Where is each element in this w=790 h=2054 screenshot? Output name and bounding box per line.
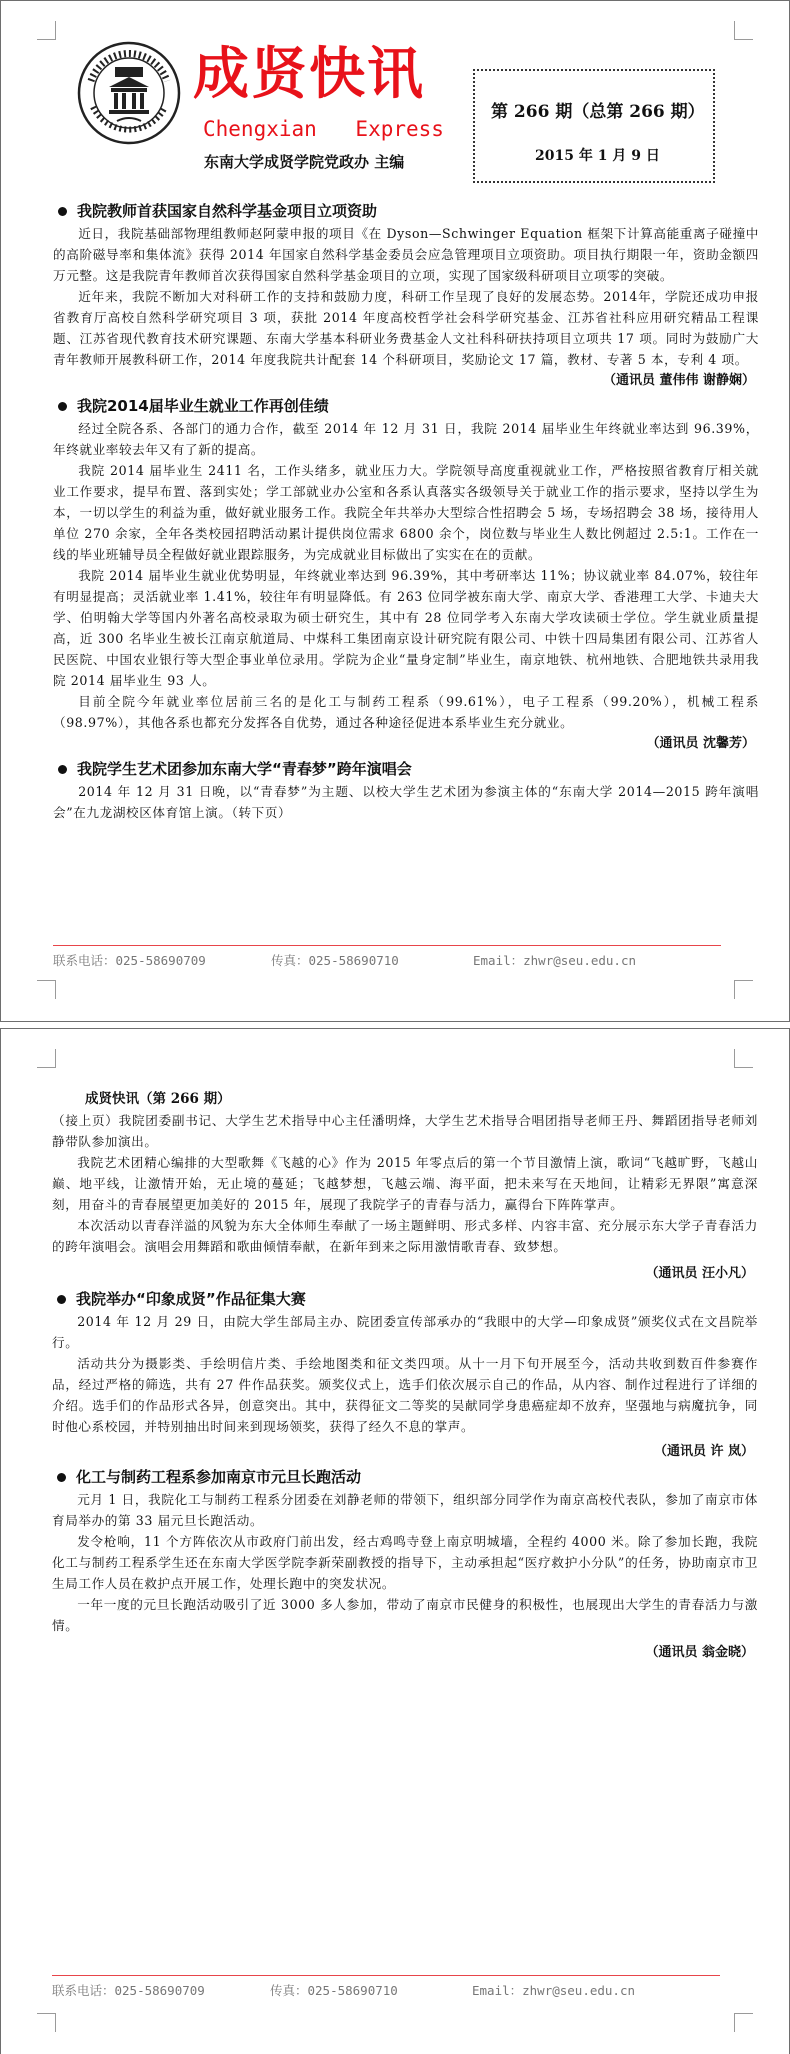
article bbox=[53, 201, 759, 392]
footer-phone: 联系电话：025-58690709 bbox=[52, 1983, 205, 1998]
issue-date: 2015 年 1 月 9 日 bbox=[535, 148, 660, 164]
crop-mark bbox=[37, 2013, 56, 2032]
article-signature: （通讯员 许 岚） bbox=[653, 1444, 754, 1459]
issue-number: 第 266 期（总第 266 期） bbox=[491, 102, 705, 122]
article-continued bbox=[52, 1110, 758, 1285]
article-signature: （通讯员 董伟伟 谢静娴） bbox=[602, 373, 755, 388]
article bbox=[53, 396, 759, 755]
article-paragraph: 活动共分为摄影类、手绘明信片类、手绘地图类和征文类四项。从十一月下旬开展至今，活动共收到数百件参赛作品，经过严格的筛选，共有 27 件作品获奖。颁奖仪式上，选手们依次展示自己的作品，从内容、制作过程进行了详细的介绍。选手们的作品形式各异，创意突出。其中，获得征文二等奖的吴献同学身患癌症却不放弃，坚强地与病魔抗争，同时他心系校园，并特别抽出时间来到现场领奖，获得了经久不息的掌声。 bbox=[52, 1356, 758, 1434]
bullet-icon bbox=[58, 207, 67, 216]
footer-email: Email：zhwr@seu.edu.cn bbox=[473, 953, 637, 968]
article-paragraph: 元月 1 日，我院化工与制药工程系分团委在刘静老师的带领下，组织部分同学作为南京高校代表队，参加了南京市体育局举办的第 33 届元旦长跑活动。 bbox=[52, 1492, 758, 1528]
article-paragraph: 经过全院各系、各部门的通力合作，截至 2014 年 12 月 31 日，我院 2014 届毕业生年终就业率达到 96.39%，年终就业率较去年又有了新的提高。 bbox=[53, 421, 759, 457]
newsletter-title-english: Chengxian Express bbox=[203, 117, 444, 141]
article-paragraph: 2014 年 12 月 31 日晚，以“青春梦”为主题、以校大学生艺术团为参演主体的“东南大学 2014—2015 跨年演唱会”在九龙湖校区体育馆上演。（转下页） bbox=[53, 784, 759, 820]
bullet-icon bbox=[57, 1295, 66, 1304]
editor-line: 东南大学成贤学院党政办 主编 bbox=[204, 153, 405, 171]
article-paragraph: 我院艺术团精心编排的大型歌舞《飞越的心》作为 2015 年零点后的第一个节目激情上演，歌词“飞越旷野，飞越山巅、地平线，让激情开始，无止境的蔓延；飞越梦想，飞越云端、海平面，把未来写在天地间，让精彩无界限”寓意深刻，用奋斗的青春展望更加美好的 2015 年，展现了我院学子的青春与活力，赢得台下阵阵掌声。 bbox=[52, 1155, 758, 1212]
article-headline: 我院举办“印象成贤”作品征集大赛 bbox=[52, 1289, 758, 1309]
crop-mark bbox=[734, 1049, 753, 1068]
footer-fax: 传真：025-58690710 bbox=[270, 1983, 398, 1998]
article-headline: 我院学生艺术团参加东南大学“青春梦”跨年演唱会 bbox=[53, 759, 759, 779]
article-headline: 我院2014届毕业生就业工作再创佳绩 bbox=[53, 396, 759, 416]
article bbox=[52, 1467, 758, 1664]
crop-mark bbox=[37, 21, 56, 40]
issue-info-box bbox=[473, 69, 715, 183]
article-paragraph: 本次活动以青春洋溢的风貌为东大全体师生奉献了一场主题鲜明、形式多样、内容丰富、充分展示东大学子青春活力的跨年演唱会。演唱会用舞蹈和歌曲倾情奉献，在新年到来之际用激情歌青春、致梦想。 bbox=[52, 1218, 758, 1254]
article-paragraph: 2014 年 12 月 29 日，由院大学生部局主办、院团委宣传部承办的“我眼中的大学—印象成贤”颁奖仪式在文昌院举行。 bbox=[52, 1314, 758, 1350]
article-paragraph: 近日，我院基础部物理组教师赵阿蒙申报的项目《在 Dyson—Schwinger Equation 框架下计算高能重离子碰撞中的高阶磁导率和集体流》获得 2014 年国家自然科学基金委员会应急管理项目立项资助。项目执行期限一年，资助金额四万元整。这是我院青年教师首次获得国家自然科学基金项目的立项，实现了国家级科研项目立项零的突破。 bbox=[53, 226, 759, 283]
article-paragraph: （接上页）我院团委副书记、大学生艺术指导中心主任潘明烽，大学生艺术指导合唱团指导老师王丹、舞蹈团指导老师刘静带队参加演出。 bbox=[52, 1113, 758, 1149]
article-headline: 我院教师首获国家自然科学基金项目立项资助 bbox=[53, 201, 759, 221]
footer-divider bbox=[53, 945, 721, 946]
article bbox=[53, 759, 759, 823]
article-headline: 化工与制药工程系参加南京市元旦长跑活动 bbox=[52, 1467, 758, 1487]
crop-mark bbox=[37, 1049, 56, 1068]
crop-mark bbox=[734, 21, 753, 40]
footer-phone: 联系电话：025-58690709 bbox=[53, 953, 206, 968]
article-paragraph: 发令枪响，11 个方阵依次从市政府门前出发，经古鸡鸣寺登上南京明城墙，全程约 4000 米。除了参加长跑，我院化工与制药工程系学生还在东南大学医学院李新荣副教授的指导下，主动承担起“医疗救护小分队”的任务，协助南京市卫生局工作人员在救护点开展工作，处理长跑中的突发状况。 bbox=[52, 1534, 758, 1591]
article-paragraph: 我院 2014 届毕业生 2411 名，工作头绪多，就业压力大。学院领导高度重视就业工作，严格按照省教育厅相关就业工作要求，提早布置、落到实处；学工部就业办公室和各系认真落实各级领导关于就业工作的指示要求，坚持以学生为本，一切以学生的利益为重，做好就业服务工作。我院全年共举办大型综合性招聘会 5 场，专场招聘会 38 场，接待用人单位 270 余家，全年各类校园招聘活动累计提供岗位需求 6800 余个，岗位数与毕业生人数比例超过 2.5:1。工作在一线的毕业班辅导员全程做好就业跟踪服务，为完成就业目标做出了实实在在的贡献。 bbox=[53, 463, 759, 562]
footer-fax: 传真：025-58690710 bbox=[271, 953, 399, 968]
article-signature: （通讯员 沈馨芳） bbox=[646, 736, 755, 751]
footer-email: Email：zhwr@seu.edu.cn bbox=[472, 1983, 636, 1998]
bullet-icon bbox=[57, 1473, 66, 1482]
bullet-icon bbox=[58, 402, 67, 411]
footer-divider bbox=[52, 1975, 720, 1976]
article-paragraph: 近年来，我院不断加大对科研工作的支持和鼓励力度，科研工作呈现了良好的发展态势。2014年，学院还成功申报省教育厅高校自然科学研究项目 3 项，获批 2014 年度高校哲学社会科学研究基金、江苏省社科应用研究精品工程课题、江苏省现代教育技术研究课题、东南大学基本科研业务费基金人文社科科研扶持项目立项共 17 项。同时为鼓励广大青年教师开展教科研工作，2014 年度我院共计配套 14 个科研项目，奖励论文 17 篇，教材、专著 5 本，专利 4 项。 bbox=[53, 289, 759, 367]
page2-articles bbox=[52, 1110, 758, 1668]
running-head: 成贤快讯（第 266 期） bbox=[85, 1091, 231, 1107]
article-signature: （通讯员 翁金晓） bbox=[645, 1645, 754, 1660]
newsletter-title: 成贤快讯 bbox=[193, 41, 425, 107]
article-paragraph: 我院 2014 届毕业生就业优势明显，年终就业率达到 96.39%，其中考研率达 11%；协议就业率 84.07%，较往年有明显提高；灵活就业率 1.41%，较往年有明显降低。有 263 位同学被东南大学、南京大学、香港理工大学、卡迪夫大学、伯明翰大学等国内外著名高校录取为硕士研究生，其中有 28 位同学考入东南大学攻读硕士学位。学生就业质量提高，近 300 名毕业生被长江南京航道局、中煤科工集团南京设计研究院有限公司、中铁十四局集团有限公司、江苏省人民医院、中国农业银行等大型企事业单位录用。学院为企业“量身定制”毕业生，南京地铁、杭州地铁、合肥地铁共录用我院 2014 届毕业生 93 人。 bbox=[53, 568, 759, 688]
bullet-icon bbox=[58, 765, 67, 774]
article-paragraph: 一年一度的元旦长跑活动吸引了近 3000 多人参加，带动了南京市民健身的积极性，也展现出大学生的青春活力与激情。 bbox=[52, 1597, 758, 1633]
crop-mark bbox=[37, 980, 56, 999]
page1-articles bbox=[53, 201, 759, 823]
crop-mark bbox=[734, 2013, 753, 2032]
university-seal-logo bbox=[77, 41, 181, 145]
article-paragraph: 目前全院今年就业率位居前三名的是化工与制药工程系（99.61%），电子工程系（99.20%），机械工程系（98.97%），其他各系也都充分发挥各自优势，通过各种途径促进本系毕业生充分就业。 bbox=[53, 694, 759, 730]
article bbox=[52, 1289, 758, 1463]
newsletter-page-1 bbox=[0, 0, 790, 1022]
article-signature: （通讯员 汪小凡） bbox=[645, 1266, 754, 1281]
crop-mark bbox=[734, 980, 753, 999]
